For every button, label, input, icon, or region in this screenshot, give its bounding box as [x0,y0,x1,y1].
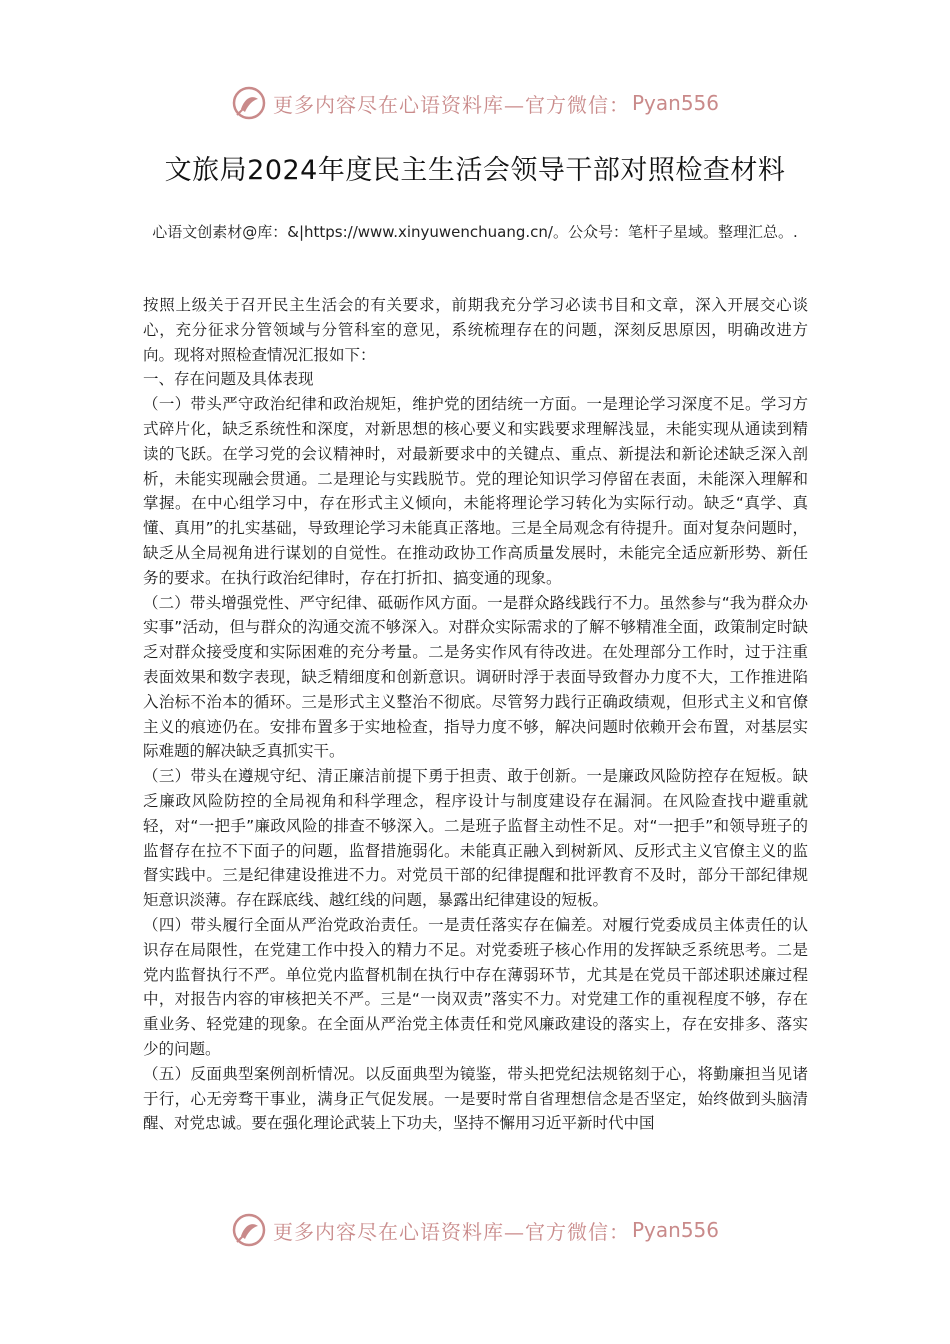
watermark-text: 更多内容尽在心语资料库—官方微信： [272,92,630,117]
body-paragraph: （五）反面典型案例剖析情况。以反面典型为镜鉴，带头把党纪法规铭刻于心，将勤廉担当见诸于行，心无旁骛干事业，满身正气促发展。一是要时常自省理想信念是否坚定，始终做到头脑清醒、对党忠诚。要在强化理论武装上下功夫，坚持不懈用习近平新时代中国 [143,1064,808,1133]
body-paragraph: （四）带头履行全面从严治党政治责任。一是责任落实存在偏差。对履行党委成员主体责任的认识存在局限性，在党建工作中投入的精力不足。对党委班子核心作用的发挥缺乏系统思考。二是党内监督执行不严。单位党内监督机制在执行中存在薄弱环节，尤其是在党员干部述职述廉过程中，对报告内容的审核把关不严。三是“一岗双责”落实不力。对党建工作的重视程度不够，存在重业务、轻党建的现象。在全面从严治党主体责任和党风廉政建设的落实上，存在安排多、落实少的问题。 [143,915,808,1058]
source-line: 心语文创素材@库：&|https://www.xinyuwenchuang.cn/。公众号：笔杆子星域。整理汇总。. [152,223,798,241]
watermark-footer [0,1208,950,1252]
watermark-wechat-id: Pyan556 [631,1218,719,1242]
body-paragraph: （三）带头在遵规守纪、清正廉洁前提下勇于担责、敢于创新。一是廉政风险防控存在短板。缺乏廉政风险防控的全局视角和科学理念，程序设计与制度建设存在漏洞。在风险查找中避重就轻，对“一把手”廉政风险的排查不够深入。二是班子监督主动性不足。对“一把手”和领导班子的监督存在拉不下面子的问题，监督措施弱化。未能真正融入到树新风、反形式主义官僚主义的监督实践中。三是纪律建设推进不力。对党员干部的纪律提醒和批评教育不及时，部分干部纪律规矩意识淡薄。存在踩底线、越红线的问题，暴露出纪律建设的短板。 [143,767,808,910]
watermark-text: 更多内容尽在心语资料库—官方微信： [272,1219,630,1244]
body-paragraph: （二）带头增强党性、严守纪律、砥砺作风方面。一是群众路线践行不力。虽然参与“我为群众办实事”活动，但与群众的沟通交流不够深入。对群众实际需求的了解不够精准全面，政策制定时缺乏对群众接受度和实际困难的充分考量。二是务实作风有待改进。在处理部分工作时，过于注重表面效果和数字表现，缺乏精细度和创新意识。调研时浮于表面导致督办力度不大，工作推进陷入治标不治本的循环。三是形式主义整治不彻底。尽管努力践行正确政绩观，但形式主义和官僚主义的痕迹仍在。安排布置多于实地检查，指导力度不够，解决问题时依赖开会布置，对基层实际难题的解决缺乏真抓实干。 [143,593,808,761]
brand-logo-icon [231,85,267,121]
body-paragraph: （一）带头严守政治纪律和政治规矩，维护党的团结统一方面。一是理论学习深度不足。学习方式碎片化，缺乏系统性和深度，对新思想的核心要义和实践要求理解浅显，未能实现从通读到精读的飞跃。在学习党的会议精神时，对最新要求中的关键点、重点、新提法和新论述缺乏深入剖析，未能实现融会贯通。二是理论与实践脱节。党的理论知识学习停留在表面，未能深入理解和掌握。在中心组学习中，存在形式主义倾向，未能将理论学习转化为实际行动。缺乏“真学、真懂、真用”的扎实基础，导致理论学习未能真正落地。三是全局观念有待提升。面对复杂问题时，缺乏从全局视角进行谋划的自觉性。在推动政协工作高质量发展时，未能完全适应新形势、新任务的要求。在执行政治纪律时，存在打折扣、搞变通的现象。 [143,395,808,587]
watermark-header [0,81,950,125]
brand-logo-icon [231,1212,267,1248]
document-title: 文旅局2024年度民主生活会领导干部对照检查材料 [164,155,786,186]
document-body [143,293,808,1136]
intro-paragraph: 按照上级关于召开民主生活会的有关要求，前期我充分学习必读书目和文章，深入开展交心谈心，充分征求分管领域与分管科室的意见，系统梳理存在的问题，深刻反思原因，明确改进方向。现将对照检查情况汇报如下： [143,296,808,364]
section-heading: 一、存在问题及具体表现 [143,370,314,389]
watermark-wechat-id: Pyan556 [631,91,719,115]
